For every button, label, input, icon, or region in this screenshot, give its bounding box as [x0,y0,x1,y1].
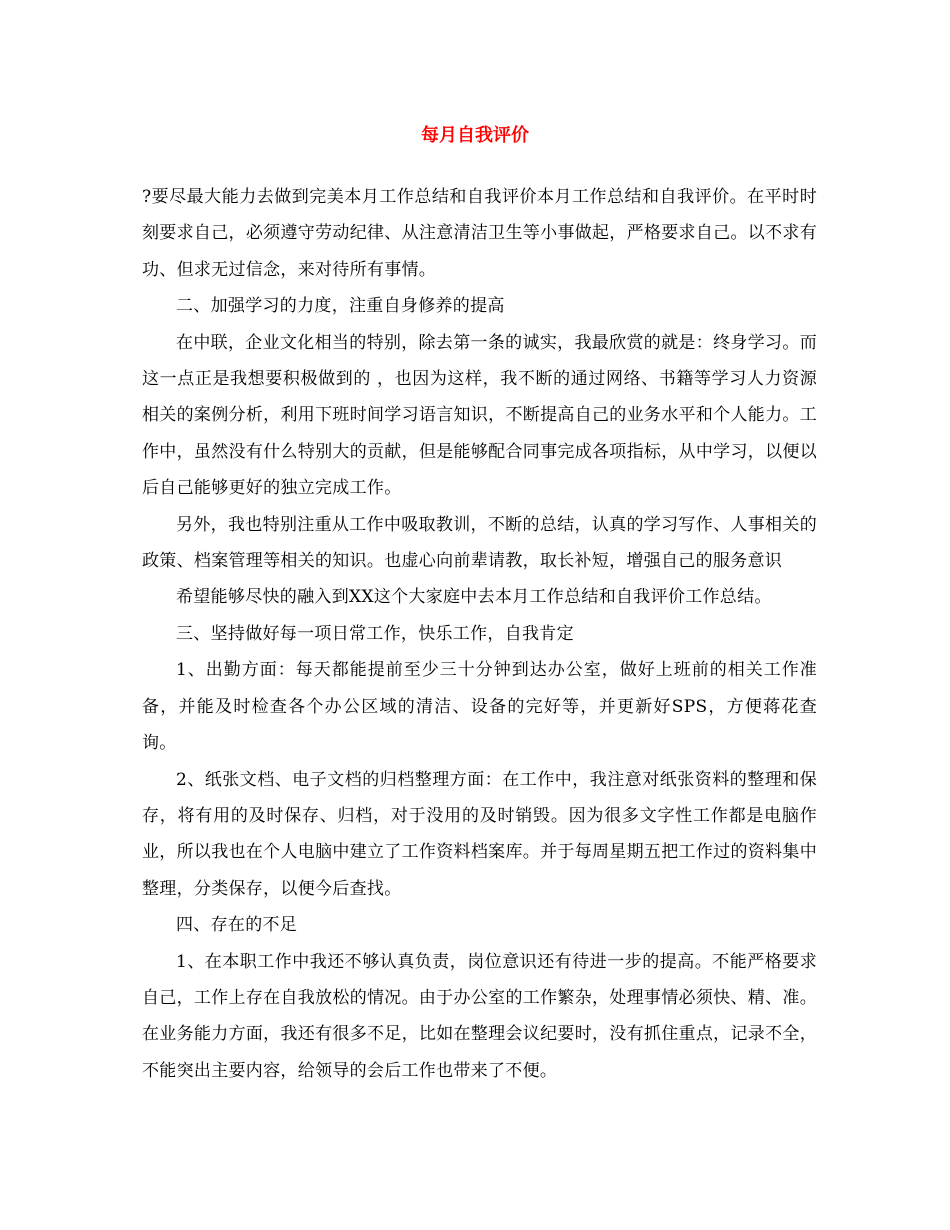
paragraph-intro: ?要尽最大能力去做到完美本月工作总结和自我评价本月工作总结和自我评价。在平时时刻要求自己，必须遵守劳动纪律、从注意清洁卫生等小事做起，严格要求自己。以不求有功、但求无过信念，来对待所有事情。 [142,187,817,280]
paragraph-shortcomings: 1、在本职工作中我还不够认真负责，岗位意识还有待进一步的提高。不能严格要求自己，工作上存在自我放松的情况。由于办公室的工作繁杂，处理事情必须快、精、准。在业务能力方面，我还有很多不足，比如在整理会议纪要时，没有抓住重点，记录不全，不能突出主要内容，给领导的会后工作也带来了不便。 [142,951,817,1081]
heading-section-2: 二、加强学习的力度，注重自身修养的提高 [176,296,505,317]
paragraph-integration: 希望能够尽快的融入到XX这个大家庭中去本月工作总结和自我评价工作总结。 [176,587,772,608]
heading-section-3: 三、坚持做好每一项日常工作，快乐工作，自我肯定 [176,623,574,644]
paragraph-attendance: 1、出勤方面：每天都能提前至少三十分钟到达办公室，做好上班前的相关工作准备，并能及时检查各个办公区域的清洁、设备的完好等，并更新好SPS，方便蒋花查询。 [142,660,817,754]
document-title: 每月自我评价 [421,125,529,146]
paragraph-lessons: 另外，我也特别注重从工作中吸取教训，不断的总结，认真的学习写作、人事相关的政策、档案管理等相关的知识。也虚心向前辈请教，取长补短，增强自己的服务意识 [142,514,817,572]
paragraph-archiving: 2、纸张文档、电子文档的归档整理方面：在工作中，我注意对纸张资料的整理和保存，将有用的及时保存、归档，对于没用的及时销毁。因为很多文字性工作都是电脑作业，所以我也在个人电脑中建立了工作资料档案库。并于每周星期五把工作过的资料集中整理，分类保存，以便今后查找。 [142,769,817,899]
paragraph-learning: 在中联，企业文化相当的特别，除去第一条的诚实，我最欣赏的就是：终身学习。而这一点正是我想要积极做到的 ，也因为这样，我不断的通过网络、书籍等学习人力资源相关的案例分析，利用下班时间学习语言知识，不断提高自己的业务水平和个人能力。工作中，虽然没有什么特别大的贡献，但是能够配合同事完成各项指标，从中学习，以便以后自己能够更好的独立完成工作。 [142,332,817,499]
heading-section-4: 四、存在的不足 [176,915,298,936]
document-body [142,179,817,1089]
